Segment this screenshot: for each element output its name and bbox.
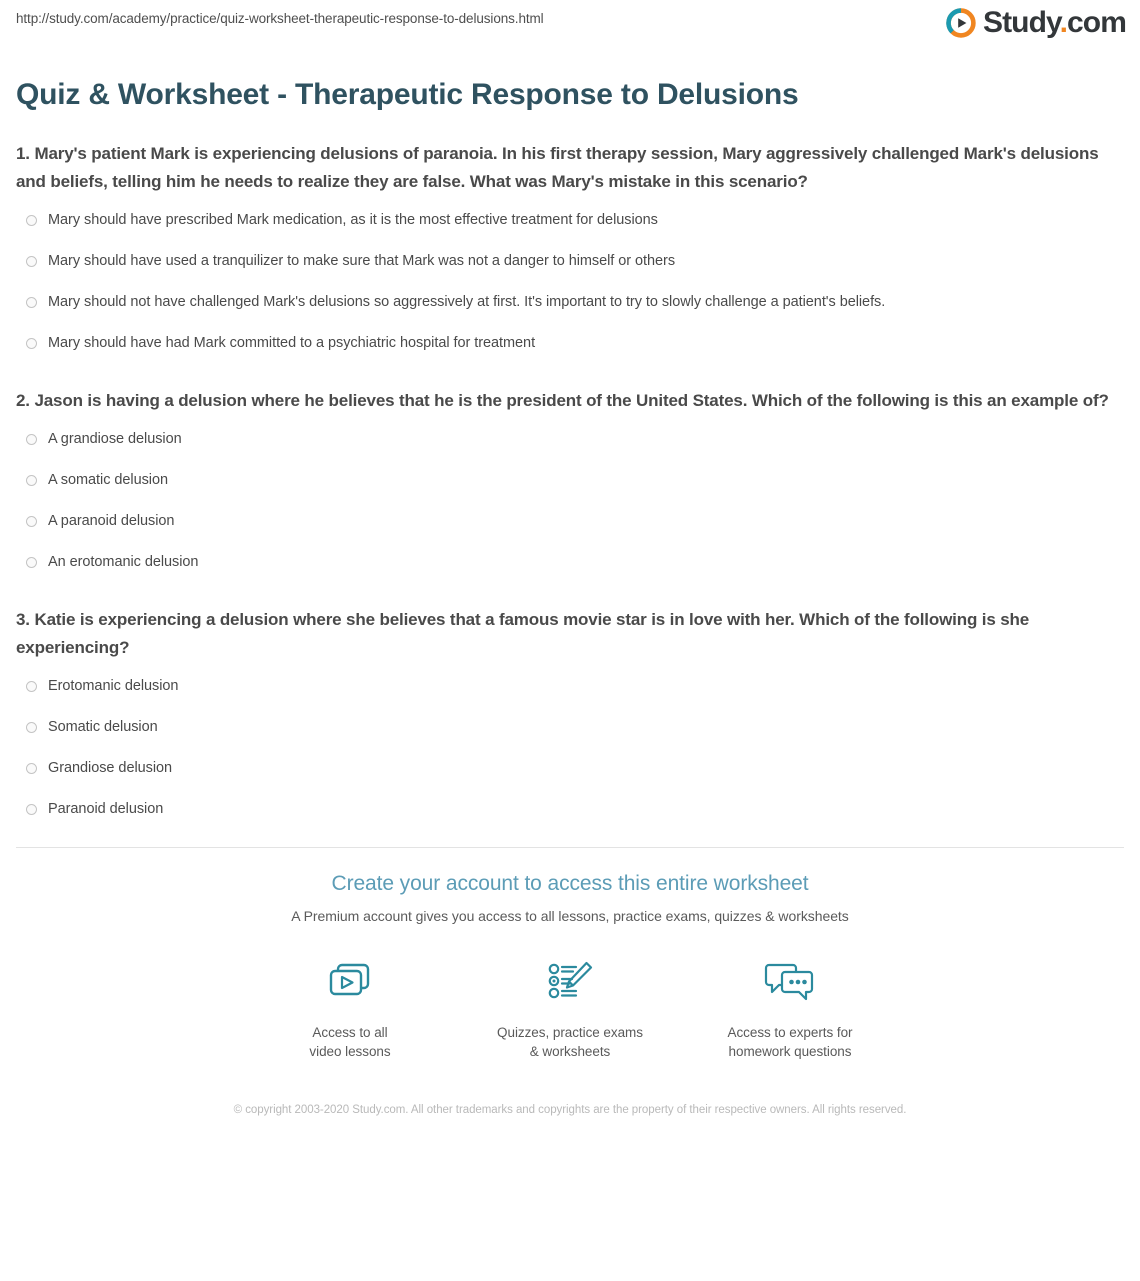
answer-option-label: Mary should have had Mark committed to a psychiatric hospital for treatment	[48, 335, 536, 351]
question-text: 2. Jason is having a delusion where he believes that he is the president of the United States. Which of the following is this an example of?	[16, 391, 1109, 410]
create-account-cta	[0, 848, 1140, 1061]
logo-name: Study	[982, 6, 1060, 39]
radio-button-icon[interactable]	[26, 681, 37, 692]
copyright-notice: © copyright 2003-2020 Study.com. All other trademarks and copyrights are the property of their respective owners. All rights reserved.	[233, 1104, 907, 1116]
radio-button-icon[interactable]	[26, 763, 37, 774]
answer-option-label: A somatic delusion	[48, 472, 168, 488]
feature-label	[275, 1023, 425, 1061]
feature-list	[0, 957, 1140, 1061]
answer-option-label: Mary should have used a tranquilizer to make sure that Mark was not a danger to himself or others	[48, 253, 676, 269]
feature-label-line2: video lessons	[309, 1044, 391, 1059]
page-header	[0, 0, 1140, 56]
radio-button-icon[interactable]	[26, 516, 37, 527]
feature-label	[715, 1023, 865, 1061]
answer-option-label: A paranoid delusion	[48, 513, 175, 529]
feature-label-line1: Quizzes, practice exams	[497, 1025, 643, 1040]
radio-button-icon[interactable]	[26, 722, 37, 733]
video-lessons-icon	[275, 957, 425, 1011]
question-block	[16, 387, 1124, 572]
checklist-pencil-icon	[495, 957, 645, 1011]
radio-button-icon[interactable]	[26, 804, 37, 815]
answer-option-label: A grandiose delusion	[48, 431, 182, 447]
chat-bubbles-icon	[715, 957, 865, 1011]
answer-option-label: Erotomanic delusion	[48, 678, 179, 694]
answer-option-label: Grandiose delusion	[48, 760, 173, 776]
answer-option[interactable]	[16, 292, 1124, 312]
answer-option[interactable]	[16, 717, 1124, 737]
quiz-container	[0, 140, 1140, 819]
feature-label	[495, 1023, 645, 1061]
feature-item-experts	[715, 957, 865, 1061]
feature-label-line2: homework questions	[728, 1044, 852, 1059]
answer-options	[16, 429, 1124, 572]
play-circle-icon	[946, 8, 976, 38]
study-com-logo[interactable]	[946, 8, 1126, 38]
cta-heading[interactable]: Create your account to access this entire worksheet	[331, 872, 809, 895]
spacer	[16, 363, 1124, 387]
answer-option[interactable]	[16, 429, 1124, 449]
radio-button-icon[interactable]	[26, 475, 37, 486]
question-text: 1. Mary's patient Mark is experiencing delusions of paranoia. In his first therapy session, Mary aggressively challenged Mark's delusions and beliefs, telling him he needs to realize they are false. What was Mary's mistake in this scenario?	[16, 144, 1099, 191]
answer-options	[16, 210, 1124, 353]
question-block	[16, 606, 1124, 819]
logo-tld: com	[1067, 6, 1126, 39]
feature-label-line2: & worksheets	[529, 1044, 611, 1059]
answer-option[interactable]	[16, 511, 1124, 531]
answer-option-label: Mary should not have challenged Mark's delusions so aggressively at first. It's important to try to slowly challenge a patient's beliefs.	[48, 294, 886, 310]
answer-option-label: Mary should have prescribed Mark medication, as it is the most effective treatment for delusions	[48, 212, 658, 228]
page-url: http://study.com/academy/practice/quiz-worksheet-therapeutic-response-to-delusions.html	[16, 11, 544, 26]
answer-option[interactable]	[16, 333, 1124, 353]
logo-wordmark	[983, 8, 1126, 38]
answer-option-label: An erotomanic delusion	[48, 554, 199, 570]
answer-option[interactable]	[16, 470, 1124, 490]
answer-option[interactable]	[16, 676, 1124, 696]
answer-options	[16, 676, 1124, 819]
feature-item-quizzes	[495, 957, 645, 1061]
radio-button-icon[interactable]	[26, 338, 37, 349]
answer-option[interactable]	[16, 758, 1124, 778]
feature-label-line1: Access to all	[312, 1025, 388, 1040]
spacer	[16, 582, 1124, 606]
answer-option-label: Somatic delusion	[48, 719, 158, 735]
answer-option[interactable]	[16, 251, 1124, 271]
answer-option[interactable]	[16, 799, 1124, 819]
answer-option[interactable]	[16, 210, 1124, 230]
radio-button-icon[interactable]	[26, 297, 37, 308]
page-title: Quiz & Worksheet - Therapeutic Response to Delusions	[16, 78, 799, 111]
question-text: 3. Katie is experiencing a delusion where she believes that a famous movie star is in love with her. Which of the following is she experiencing?	[16, 610, 1030, 657]
feature-label-line1: Access to experts for	[727, 1025, 853, 1040]
cta-subheading: A Premium account gives you access to all lessons, practice exams, quizzes & worksheets	[291, 908, 849, 924]
question-block	[16, 140, 1124, 353]
answer-option[interactable]	[16, 552, 1124, 572]
radio-button-icon[interactable]	[26, 557, 37, 568]
radio-button-icon[interactable]	[26, 256, 37, 267]
logo-dot: .	[1059, 6, 1067, 39]
answer-option-label: Paranoid delusion	[48, 801, 164, 817]
feature-item-video-lessons	[275, 957, 425, 1061]
radio-button-icon[interactable]	[26, 215, 37, 226]
radio-button-icon[interactable]	[26, 434, 37, 445]
